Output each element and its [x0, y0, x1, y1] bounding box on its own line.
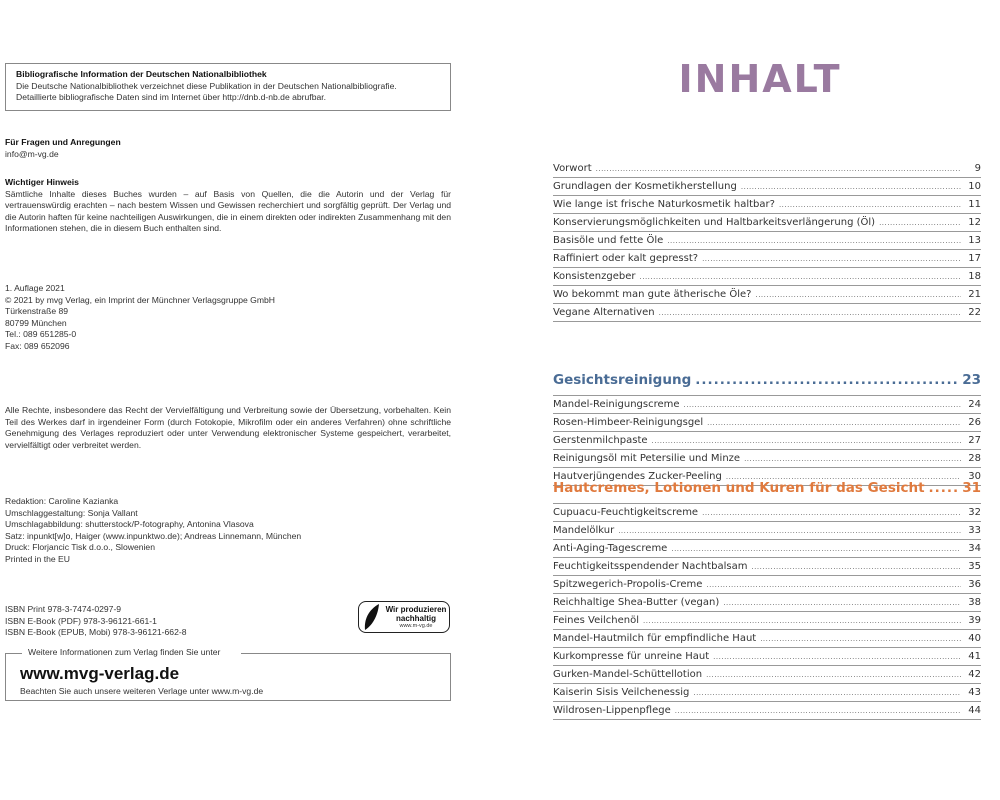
toc-entry-title: Konservierungsmöglichkeiten und Haltbarkeitsverlängerung (Öl) — [553, 217, 876, 228]
sustainability-logo — [358, 601, 450, 633]
toc-entry-page: 43 — [968, 687, 981, 698]
toc-entry-page: 44 — [968, 705, 981, 716]
toc-entry-page: 41 — [968, 651, 981, 662]
toc-entry-page: 17 — [968, 253, 981, 264]
credits-line: Umschlagabbildung: shutterstock/P-fotography, Antonina Vlasova — [5, 519, 254, 530]
toc-entry-page: 9 — [974, 163, 981, 174]
toc-entry[interactable] — [553, 576, 981, 594]
notice-block — [5, 177, 451, 235]
notice-text: Sämtliche Inhalte dieses Buches wurden – auf Basis von Quellen, die die Autorin und der Verlag für vertrauenswürdig erachten – nach bestem Wissen und Gewissen recherchiert und sorgfältig geprüft. Der Verlag und die Autorin haften für keine nachteiligen Auswirkungen, die in einem direkten oder indirekten Zusammenhang mit den Informationen stehen, die in diesem Buch enthalten sind. — [5, 188, 451, 234]
imprint-line: © 2021 by mvg Verlag, ein Imprint der Münchner Verlagsgruppe GmbH — [5, 294, 276, 305]
toc-entry[interactable] — [553, 268, 981, 286]
toc-entry-title: Vorwort — [553, 163, 592, 174]
notice-title: Wichtiger Hinweis — [5, 177, 79, 187]
toc-entry-title: Wo bekommt man gute ätherische Öle? — [553, 289, 752, 300]
toc-entry[interactable] — [553, 666, 981, 684]
section-title: Gesichtsreinigung — [553, 372, 692, 388]
isbn-line: ISBN E-Book (EPUB, Mobi) 978-3-96121-662-8 — [5, 627, 187, 638]
publisher-web-box — [5, 647, 451, 701]
toc-entry[interactable] — [553, 540, 981, 558]
toc-entry-title: Vegane Alternativen — [553, 307, 655, 318]
toc-entry[interactable] — [553, 648, 981, 666]
toc-entry-page: 26 — [968, 417, 981, 428]
toc-entry[interactable] — [553, 160, 981, 178]
section-page: 31 — [962, 480, 981, 496]
toc-entry[interactable] — [553, 504, 981, 522]
toc-entry-title: Raffiniert oder kalt gepresst? — [553, 253, 699, 264]
rights-text: Alle Rechte, insbesondere das Recht der Vervielfältigung und Verbreitung sowie der Übersetzung, vorbehalten. Kein Teil des Werkes darf in irgendeiner Form (durch Fotokopie, Mikrofilm oder ein anderes Verfahren) ohne schriftliche Genehmigung des Verlages reproduziert oder unter Verwendung elektronischer Systeme gespeichert, verarbeitet, vervielfältigt oder verbreitet werden. — [5, 405, 451, 450]
credits-line: Redaktion: Caroline Kazianka — [5, 496, 119, 506]
toc-entry-title: Reinigungsöl mit Petersilie und Minze — [553, 453, 741, 464]
imprint-block — [5, 283, 451, 353]
toc-entry[interactable] — [553, 214, 981, 232]
toc-entry[interactable] — [553, 286, 981, 304]
toc-entry-page: 27 — [968, 435, 981, 446]
imprint-line: Fax: 089 652096 — [5, 340, 70, 351]
toc-entry-page: 22 — [968, 307, 981, 318]
imprint-line: 80799 München — [5, 317, 67, 328]
toc-entry-page: 38 — [968, 597, 981, 608]
section-title: Hautcremes, Lotionen und Kuren für das Gesicht — [553, 480, 925, 496]
toc-section-heading[interactable] — [553, 372, 981, 396]
toc-section-heading[interactable] — [553, 480, 981, 504]
toc-entry[interactable] — [553, 684, 981, 702]
credits-block — [5, 496, 451, 566]
logo-url: www.m-vg.de — [399, 623, 433, 629]
toc-entry-page: 32 — [968, 507, 981, 518]
toc-entry-title: Feuchtigkeitsspendender Nachtbalsam — [553, 561, 748, 572]
contact-email: info@m-vg.de — [5, 148, 59, 159]
toc-entry-title: Kaiserin Sisis Veilchenessig — [553, 687, 690, 698]
toc-entry-page: 18 — [968, 271, 981, 282]
toc-entry-title: Basisöle und fette Öle — [553, 235, 664, 246]
toc-entry-title: Mandel-Hautmilch für empfindliche Haut — [553, 633, 757, 644]
toc-entry-title: Cupuacu-Feuchtigkeitscreme — [553, 507, 699, 518]
toc-entry[interactable] — [553, 522, 981, 540]
contents-page — [540, 0, 980, 800]
contents-heading: INHALT — [678, 57, 842, 101]
rights-block — [5, 405, 451, 451]
logo-line-2: nachhaltig — [395, 614, 436, 623]
toc-entry[interactable] — [553, 396, 981, 414]
toc-entry[interactable] — [553, 702, 981, 720]
toc-entry[interactable] — [553, 414, 981, 432]
toc-section-facial-cleansing — [553, 372, 981, 486]
toc-entry-title: Mandelölkur — [553, 525, 615, 536]
web-caption: Weitere Informationen zum Verlag finden Sie unter — [28, 647, 221, 657]
toc-entry-title: Grundlagen der Kosmetikherstellung — [553, 181, 737, 192]
toc-intro-list — [553, 160, 981, 322]
toc-entry[interactable] — [553, 630, 981, 648]
toc-entry-page: 13 — [968, 235, 981, 246]
contact-block — [5, 137, 451, 160]
toc-entry[interactable] — [553, 304, 981, 322]
toc-entry-page: 39 — [968, 615, 981, 626]
section-page: 23 — [962, 372, 981, 388]
toc-entry-title: Wildrosen-Lippenpflege — [553, 705, 671, 716]
credits-line: Satz: inpunkt[w]o, Haiger (www.inpunktwo.de); Andreas Linnemann, München — [5, 530, 302, 541]
toc-entry[interactable] — [553, 196, 981, 214]
toc-entry-title: Wie lange ist frische Naturkosmetik haltbar? — [553, 199, 775, 210]
toc-entry[interactable] — [553, 558, 981, 576]
toc-section-face-creams — [553, 480, 981, 720]
toc-entry-page: 21 — [968, 289, 981, 300]
toc-entry-title: Rosen-Himbeer-Reinigungsgel — [553, 417, 704, 428]
web-note: Beachten Sie auch unsere weiteren Verlage unter www.m-vg.de — [20, 686, 264, 696]
toc-entry-page: 30 — [968, 471, 981, 482]
logo-line-1: Wir produzieren — [385, 605, 447, 614]
imprint-line: Tel.: 089 651285-0 — [5, 329, 77, 340]
toc-entry-page: 35 — [968, 561, 981, 572]
toc-entry-page: 36 — [968, 579, 981, 590]
toc-entry-title: Kurkompresse für unreine Haut — [553, 651, 710, 662]
toc-entry-title: Mandel-Reinigungscreme — [553, 399, 680, 410]
toc-entry-page: 28 — [968, 453, 981, 464]
toc-entry[interactable] — [553, 250, 981, 268]
toc-entry-page: 10 — [968, 181, 981, 192]
toc-entry-title: Feines Veilchenöl — [553, 615, 640, 626]
toc-entry[interactable] — [553, 450, 981, 468]
toc-entry-page: 33 — [968, 525, 981, 536]
biblio-line-1: Die Deutsche Nationalbibliothek verzeichnet diese Publikation in der Deutschen Nationalbibliografie. — [16, 80, 397, 91]
toc-entry-page: 12 — [968, 217, 981, 228]
leaf-icon — [362, 602, 382, 632]
biblio-title: Bibliografische Information der Deutschen Nationalbibliothek — [16, 69, 267, 79]
toc-entry-title: Anti-Aging-Tagescreme — [553, 543, 668, 554]
imprint-page — [0, 0, 470, 800]
toc-entry[interactable] — [553, 232, 981, 250]
toc-entry-title: Gerstenmilchpaste — [553, 435, 648, 446]
toc-entry[interactable] — [553, 612, 981, 630]
toc-entry-title: Konsistenzgeber — [553, 271, 636, 282]
toc-entry-title: Hautverjüngendes Zucker-Peeling — [553, 471, 722, 482]
biblio-line-2: Detaillierte bibliografische Daten sind im Internet über http://dnb.d-nb.de abrufbar. — [16, 92, 327, 103]
toc-entry-title: Reichhaltige Shea-Butter (vegan) — [553, 597, 720, 608]
toc-entry-page: 42 — [968, 669, 981, 680]
imprint-line: 1. Auflage 2021 — [5, 283, 65, 293]
bibliographic-info-box — [5, 63, 451, 111]
isbn-line: ISBN E-Book (PDF) 978-3-96121-661-1 — [5, 615, 157, 626]
imprint-line: Türkenstraße 89 — [5, 306, 69, 317]
toc-entry[interactable] — [553, 594, 981, 612]
toc-entry[interactable] — [553, 432, 981, 450]
credits-line: Printed in the EU — [5, 553, 70, 564]
toc-entry-page: 24 — [968, 399, 981, 410]
toc-entry-page: 40 — [968, 633, 981, 644]
publisher-url[interactable]: www.mvg-verlag.de — [20, 664, 180, 683]
isbn-line: ISBN Print 978-3-7474-0297-9 — [5, 604, 122, 614]
toc-entry-title: Spitzwegerich-Propolis-Creme — [553, 579, 703, 590]
credits-line: Druck: Florjancic Tisk d.o.o., Slowenien — [5, 542, 155, 553]
contact-title: Für Fragen und Anregungen — [5, 137, 121, 147]
credits-line: Umschlaggestaltung: Sonja Vallant — [5, 507, 138, 518]
toc-entry-page: 34 — [968, 543, 981, 554]
toc-entry-title: Gurken-Mandel-Schüttellotion — [553, 669, 703, 680]
toc-entry-page: 11 — [968, 199, 981, 210]
toc-entry[interactable] — [553, 178, 981, 196]
